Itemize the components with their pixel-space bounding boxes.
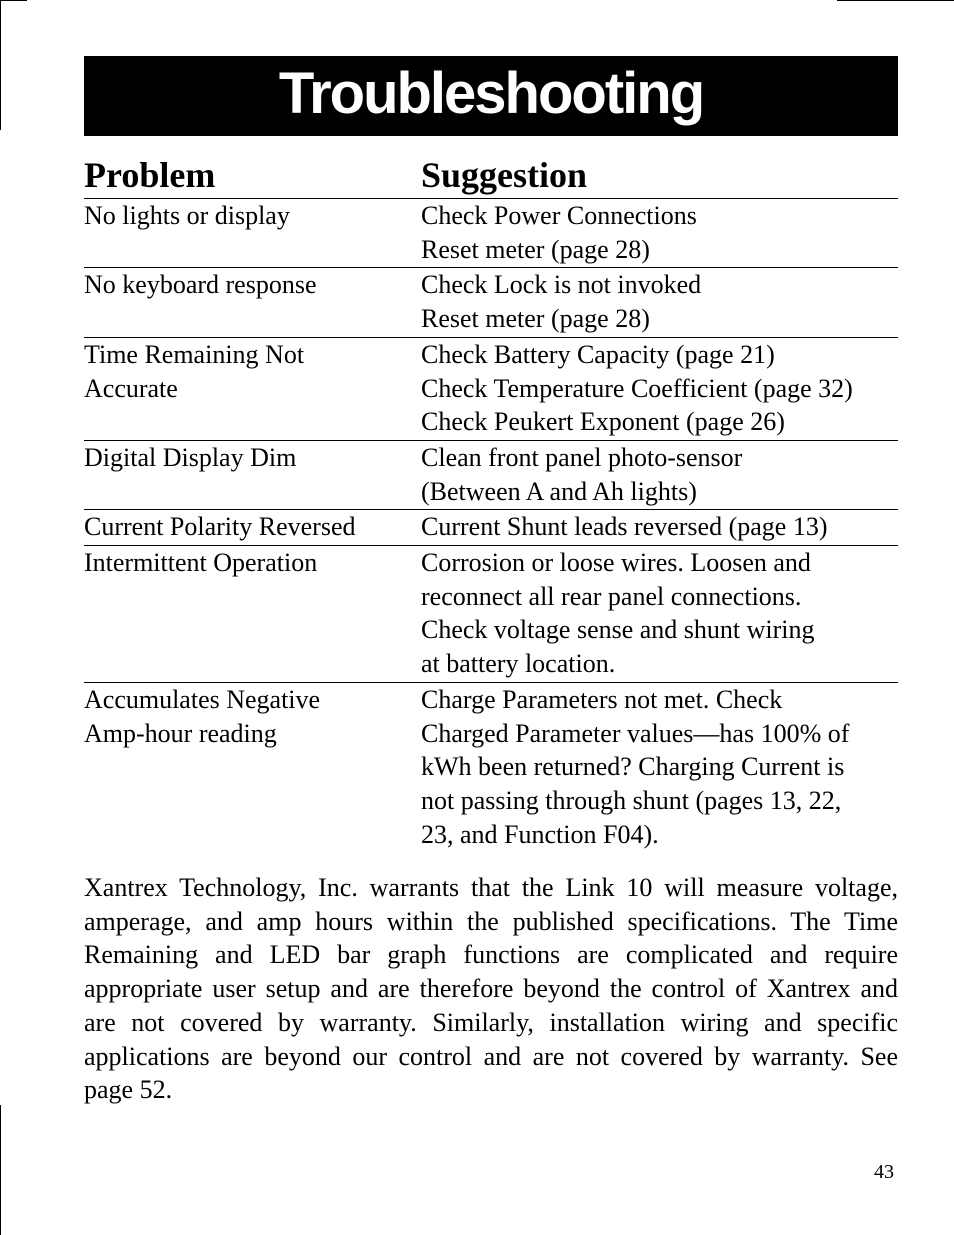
suggestion-cell: Check Power Connections Reset meter (page 28) <box>421 201 697 264</box>
table-row <box>84 510 898 546</box>
problem-cell: Digital Display Dim <box>84 442 297 472</box>
problem-cell: Current Polarity Reversed <box>84 512 356 542</box>
suggestion-cell: Check Lock is not invoked Reset meter (page 28) <box>421 270 702 334</box>
problem-cell: Intermittent Operation <box>84 548 318 578</box>
table-header-row <box>84 152 898 199</box>
column-header-problem: Problem <box>84 155 216 195</box>
suggestion-cell: Corrosion or loose wires. Loosen and reconnect all rear panel connections. Check voltage sense and shunt wiring at battery location. <box>421 548 815 679</box>
suggestion-cell: Clean front panel photo-sensor (Between A and Ah lights) <box>421 442 743 506</box>
suggestion-cell: Charge Parameters not met. Check Charged Parameter values—has 100% of kWh been returned? Charging Current is not passing through shunt (pages 13, 22, 23, and Function F04). <box>421 684 850 849</box>
suggestion-cell: Current Shunt leads reversed (page 13) <box>421 512 828 542</box>
column-header-suggestion: Suggestion <box>421 155 588 195</box>
crop-mark-top-left-vertical <box>0 0 1 130</box>
table-row <box>84 199 898 268</box>
page-number: 43 <box>874 1161 894 1183</box>
table-row <box>84 338 898 441</box>
troubleshooting-table <box>84 152 898 852</box>
page-title: Troubleshooting <box>278 61 704 126</box>
problem-cell: No lights or display <box>84 201 290 230</box>
warranty-paragraph: Xantrex Technology, Inc. warrants that the Link 10 will measure voltage, amperage, and amp hours within the published specifications. The Time Remaining and LED bar graph functions are complicated and require appropriate user setup and are therefore beyond the control of Xantrex and are not covered by warranty. Similarly, installation wiring and specific applications are beyond our control and are not covered by warranty. See page 52. <box>84 873 898 1105</box>
table-row <box>84 441 898 510</box>
title-banner <box>84 56 898 136</box>
crop-mark-top-left-horizontal <box>0 0 27 1</box>
table-row <box>84 268 898 337</box>
problem-cell: Accumulates Negative Amp-hour reading <box>84 684 321 748</box>
problem-cell: No keyboard response <box>84 270 317 300</box>
suggestion-cell: Check Battery Capacity (page 21) Check Temperature Coefficient (page 32) Check Peukert Exponent (page 26) <box>421 339 853 437</box>
problem-cell: Time Remaining Not Accurate <box>84 339 305 403</box>
crop-mark-top-right <box>837 0 954 1</box>
crop-mark-bottom-left <box>0 1105 1 1235</box>
table-row <box>84 683 898 853</box>
table-row <box>84 546 898 683</box>
